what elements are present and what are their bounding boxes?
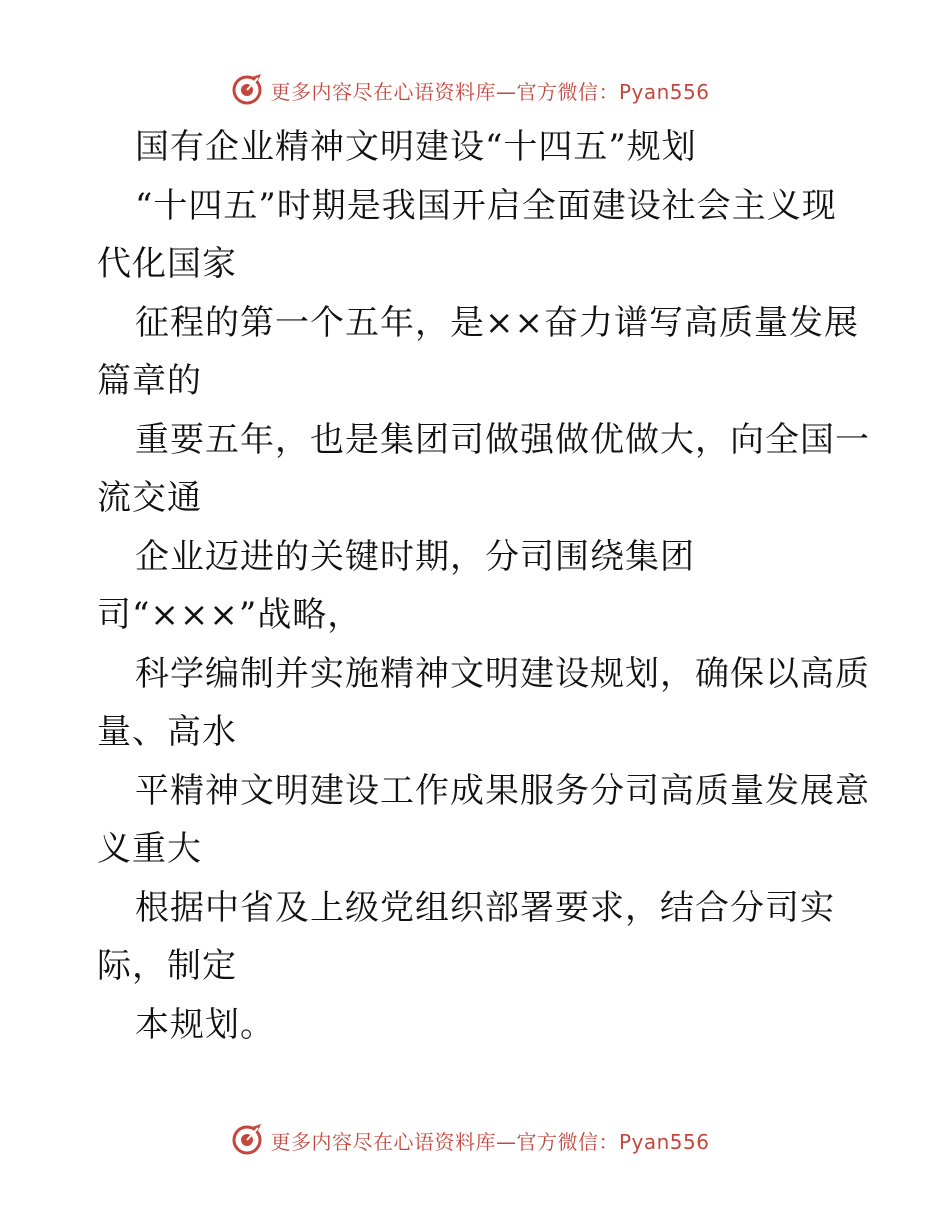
document-line: 代化国家 [97,244,237,284]
header-banner [0,70,950,110]
document-line: 根据中省及上级党组织部署要求，结合分司实 [135,887,835,928]
document-line: 流交通 [97,478,202,518]
document-body [97,118,870,1054]
footer-banner-content [230,1123,709,1157]
document-line: 量、高水 [97,712,237,752]
document-line: 篇章的 [97,361,202,401]
document-line: 企业迈进的关键时期，分司围绕集团 [135,536,695,577]
pen-circle-icon [230,1123,264,1157]
footer-banner-text: 更多内容尽在心语资料库—官方微信：Pyan556 [270,1129,710,1154]
document-line: 平精神文明建设工作成果服务分司高质量发展意 [135,770,870,811]
document-line: 征程的第一个五年，是××奋力谱写高质量发展 [135,302,859,343]
document-line: 义重大 [97,829,202,869]
header-banner-content [230,73,709,107]
header-banner-text: 更多内容尽在心语资料库—官方微信：Pyan556 [270,79,710,104]
document-line: 科学编制并实施精神文明建设规划，确保以高质 [135,653,870,694]
document-line: “十四五”时期是我国开启全面建设社会主义现 [135,185,837,226]
document-line: 际，制定 [97,946,237,986]
document-line: 司“×××”战略， [97,595,363,635]
document-line: 重要五年，也是集团司做强做优做大，向全国一 [135,419,870,460]
document-line: 本规划。 [135,1004,275,1045]
pen-circle-icon [230,73,264,107]
document-line: 国有企业精神文明建设“十四五”规划 [135,127,697,167]
footer-banner [0,1120,950,1160]
